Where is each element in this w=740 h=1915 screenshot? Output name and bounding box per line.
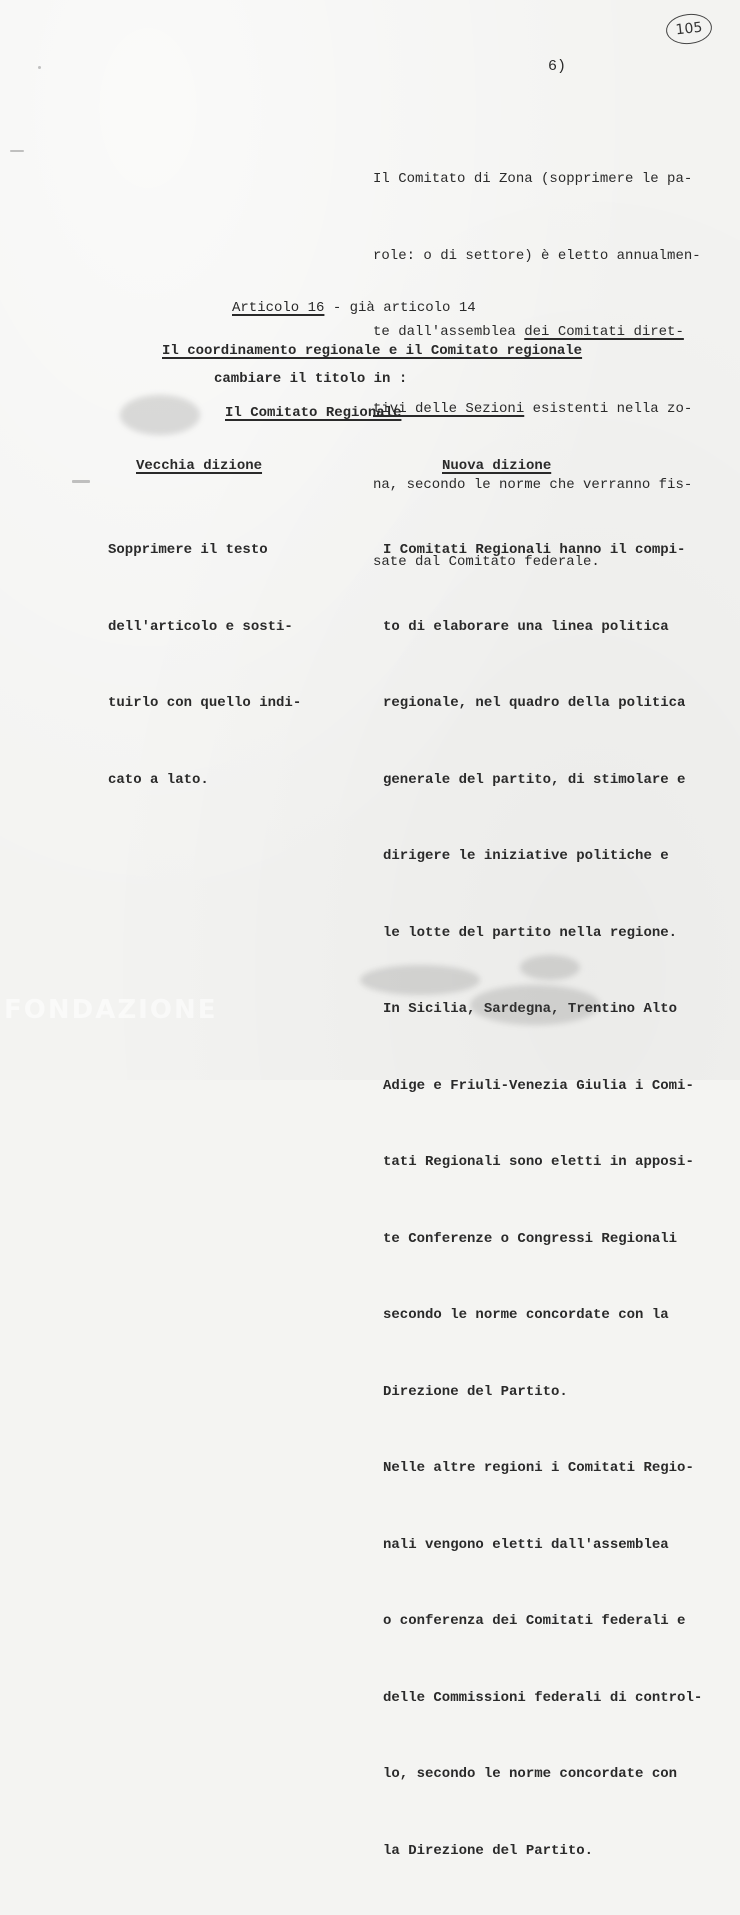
- new-section-title: Il Comitato Regionale: [225, 405, 402, 421]
- paragraph-line: Il Comitato di Zona (sopprimere le pa-: [373, 171, 693, 187]
- handwritten-page-number: 105: [665, 12, 714, 47]
- new-wording-heading: Nuova dizione: [442, 458, 552, 474]
- new-text-line: nali vengono eletti dall'assemblea: [383, 1536, 669, 1553]
- old-text-line: cato a lato.: [108, 771, 209, 788]
- new-text-line: Adige e Friuli-Venezia Giulia i Comi-: [383, 1077, 694, 1094]
- paper-speck: [38, 66, 41, 69]
- new-text-line: regionale, nel quadro della politica: [383, 695, 686, 711]
- old-text-line: Sopprimere il testo: [108, 542, 268, 558]
- paper-speck: [10, 150, 24, 152]
- article-former-number: - già articolo 14: [324, 300, 476, 316]
- underlined-phrase: tivi delle Sezioni: [373, 400, 525, 417]
- new-text-line: I Comitati Regionali hanno il compi-: [383, 542, 686, 558]
- paper-smudge: [120, 395, 200, 435]
- paragraph-line: sate dal Comitato federale.: [373, 553, 600, 570]
- paper-smudge: [520, 955, 580, 980]
- section-title: Il coordinamento regionale e il Comitato regionale: [162, 343, 583, 359]
- paragraph-line: [373, 397, 701, 423]
- new-text-line: secondo le norme concordate con la: [383, 1307, 669, 1323]
- new-wording-text: [383, 487, 702, 1915]
- new-text-line: le lotte del partito nella regione.: [383, 924, 678, 941]
- paper-smudge: [360, 965, 480, 995]
- paragraph-line: role: o di settore) è eletto annualmen-: [373, 247, 701, 264]
- article-label: Articolo 16: [232, 300, 325, 316]
- new-text-line: tati Regionali sono eletti in apposi-: [383, 1154, 694, 1170]
- new-text-line: Direzione del Partito.: [383, 1383, 568, 1400]
- old-text-line: dell'articolo e sosti-: [108, 618, 293, 635]
- new-text-line: dirigere le iniziative politiche e: [383, 848, 669, 864]
- paragraph-line: [373, 320, 701, 346]
- new-text-line: o conferenza dei Comitati federali e: [383, 1613, 686, 1629]
- new-text-line: lo, secondo le norme concordate con: [383, 1766, 678, 1782]
- old-wording-heading: Vecchia dizione: [136, 458, 263, 474]
- new-text-line: te Conferenze o Congressi Regionali: [383, 1230, 678, 1247]
- paper-speck: [72, 480, 90, 483]
- new-text-line: generale del partito, di stimolare e: [383, 771, 686, 788]
- paragraph-fragment: esistenti nella zo-: [524, 400, 693, 417]
- old-text-line: tuirlo con quello indi-: [108, 695, 302, 711]
- change-instruction: cambiare il titolo in :: [214, 371, 408, 387]
- old-wording-text: [108, 487, 301, 844]
- new-text-line: delle Commissioni federali di control-: [383, 1689, 703, 1706]
- paragraph-line: na, secondo le norme che verranno fis-: [373, 477, 693, 493]
- new-text-line: Nelle altre regioni i Comitati Regio-: [383, 1460, 694, 1476]
- page-number: 6): [548, 58, 567, 75]
- archive-watermark: FONDAZIONE: [4, 995, 218, 1025]
- paragraph-fragment: te dall'assemblea: [373, 324, 525, 340]
- article-heading: [232, 300, 476, 316]
- underlined-phrase: dei Comitati diret-: [524, 324, 684, 340]
- new-text-line: In Sicilia, Sardegna, Trentino Alto: [383, 1001, 678, 1017]
- paper-smudge: [470, 985, 600, 1025]
- new-text-line: la Direzione del Partito.: [383, 1842, 594, 1859]
- new-text-line: to di elaborare una linea politica: [383, 618, 669, 635]
